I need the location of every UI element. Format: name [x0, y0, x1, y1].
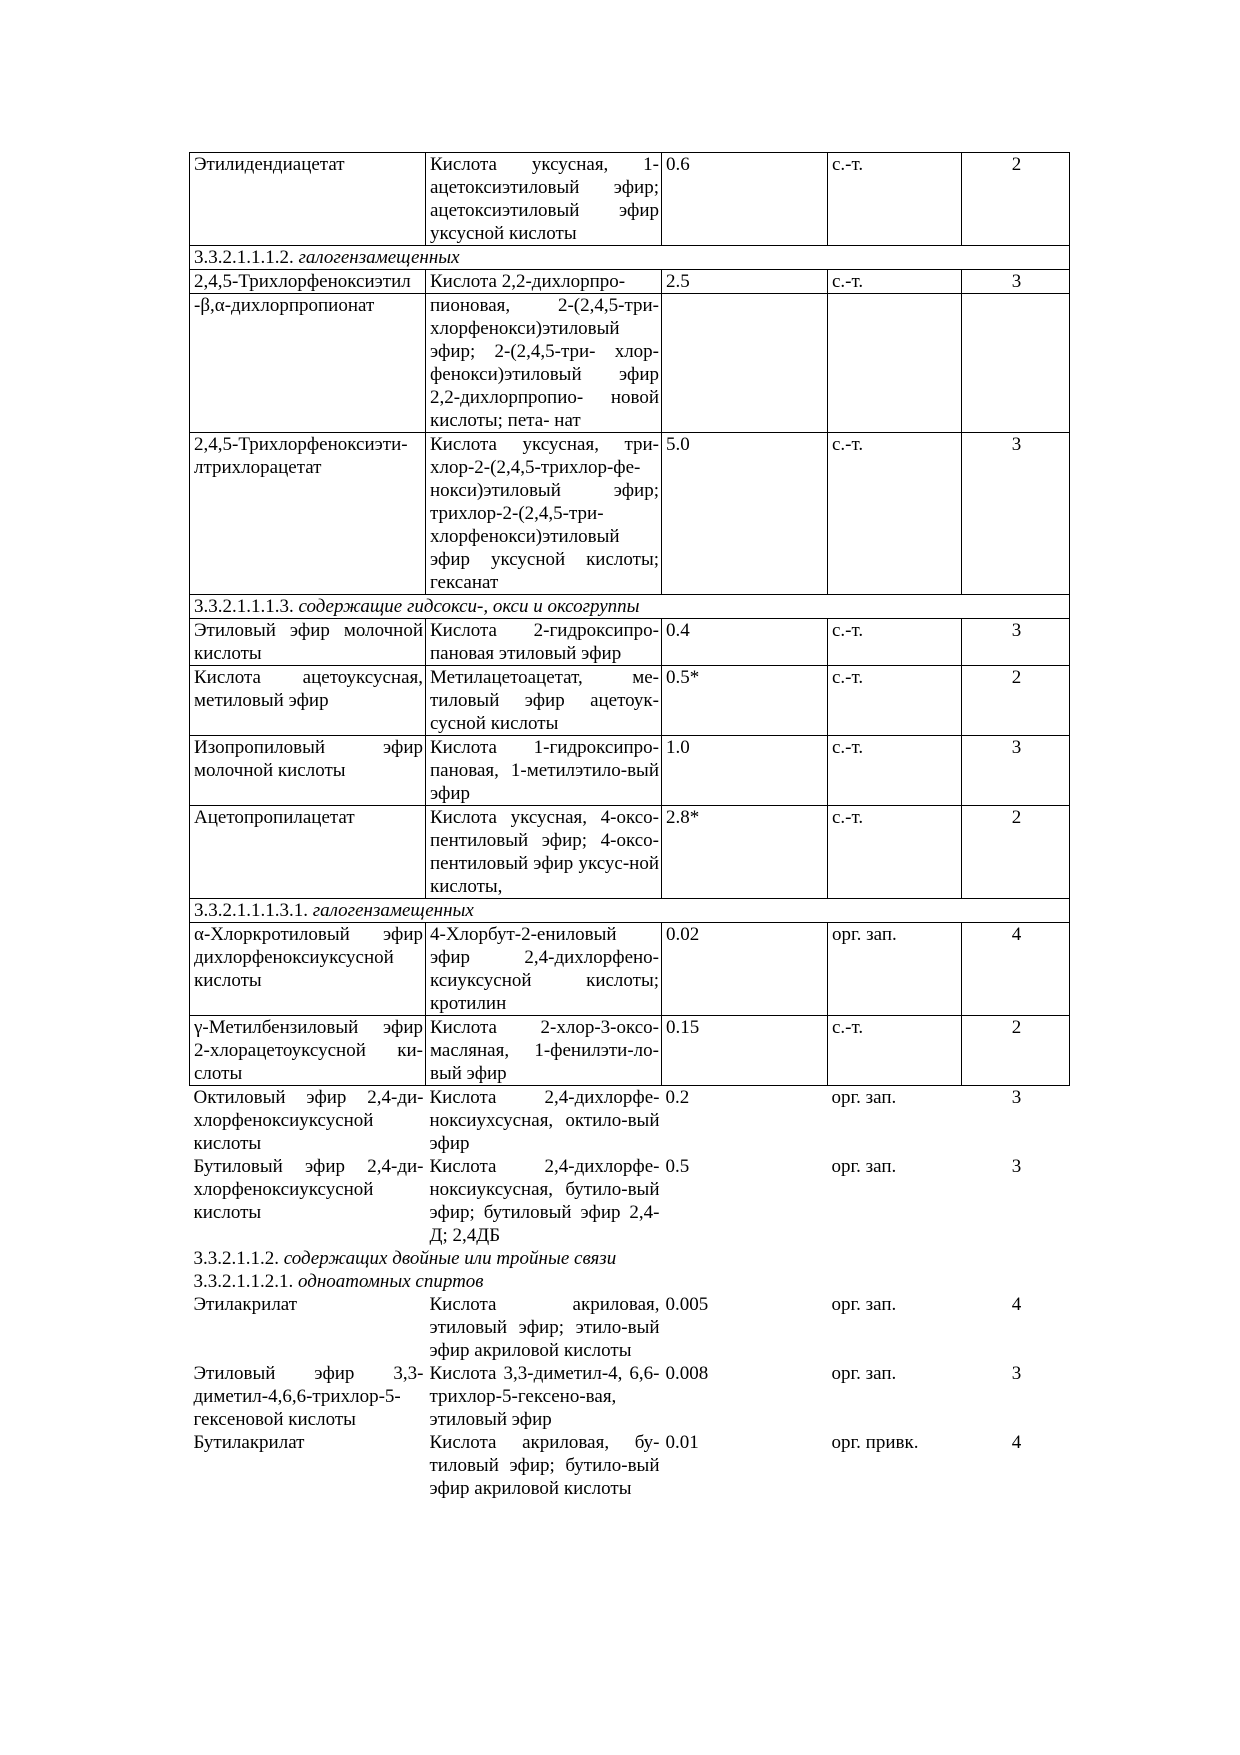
substances-table [189, 152, 1070, 1500]
hazard-class-cell: 2 [962, 153, 1070, 246]
hazard-sign-cell: с.-т. [828, 736, 962, 806]
substance-name-cell: Кислота ацетоуксусная, метиловый эфир [190, 666, 426, 736]
section-heading-row [190, 1270, 1070, 1293]
table-row [190, 619, 1070, 666]
table-row [190, 153, 1070, 246]
synonyms-cell: Кислота акриловая, этиловый эфир; этило-вый эфир акриловой кислоты [429, 1294, 660, 1361]
synonyms-cell: Кислота уксусная, три-хлор-2-(2,4,5-трихлор-фе-нокси)этиловый эфир; трихлор-2-(2,4,5-три-хлорфенокси)этиловый эфир уксусной кислоты; гексанат [426, 433, 662, 595]
substances-table-body [190, 153, 1070, 1501]
section-title: галогензамещенных [298, 247, 460, 268]
hazard-sign-cell: с.-т. [828, 806, 962, 899]
hazard-sign-cell: с.-т. [828, 153, 962, 246]
hazard-class-cell: 4 [1011, 1432, 1022, 1453]
section-number: 3.3.2.1.1.2.1. [193, 1271, 294, 1292]
section-heading-row [190, 899, 1070, 923]
hazard-sign-cell: орг. привк. [831, 1432, 919, 1453]
synonyms-cell: Кислота 2,2-дихлорпро- [426, 270, 662, 294]
hazard-class-cell: 2 [962, 666, 1070, 736]
hazard-class-cell: 3 [962, 736, 1070, 806]
section-heading-cell [190, 899, 1070, 923]
substance-name-cell: Изопропиловый эфир молочной кислоты [190, 736, 426, 806]
hazard-class-cell: 4 [962, 923, 1070, 1016]
substance-name-cell: 2,4,5-Трихлорфеноксиэти-лтрихлорацетат [190, 433, 426, 595]
hazard-sign-cell: с.-т. [828, 619, 962, 666]
section-title: одноатомных спиртов [298, 1271, 484, 1292]
synonyms-cell: Метилацетоацетат, ме-тиловый эфир ацетоук-сусной кислоты [426, 666, 662, 736]
hazard-class-cell: 3 [1011, 1156, 1022, 1177]
table-row [190, 270, 1070, 294]
hazard-class-cell: 3 [962, 433, 1070, 595]
section-title: содержащие гидсокси-, окси и оксогруппы [298, 596, 640, 617]
hazard-sign-cell: с.-т. [828, 666, 962, 736]
hazard-sign-cell: орг. зап. [831, 1294, 897, 1315]
synonyms-cell: Кислота акриловая, бу-тиловый эфир; бутило-вый эфир акриловой кислоты [429, 1432, 660, 1499]
value-cell: 2.8* [662, 806, 828, 899]
synonyms-cell: 4-Хлорбут-2-ениловый эфир 2,4-дихлорфено-ксиуксусной кислоты; кротилин [426, 923, 662, 1016]
section-number: 3.3.2.1.1.1.3. [194, 596, 294, 617]
synonyms-cell: Кислота 2,4-дихлорфе-ноксиуксусная, бутило-вый эфир; бутиловый эфир 2,4-Д; 2,4ДБ [429, 1156, 660, 1246]
substance-name-cell: γ-Метилбензиловый эфир 2-хлорацетоуксусной ки-слоты [190, 1016, 426, 1086]
hazard-class-cell: 3 [1011, 1363, 1022, 1384]
section-number: 3.3.2.1.1.1.2. [194, 247, 294, 268]
table-row [190, 433, 1070, 595]
section-title: галогензамещенных [312, 900, 474, 921]
hazard-sign-cell [828, 294, 962, 433]
synonyms-cell: Кислота уксусная, 1-ацетоксиэтиловый эфир; ацетоксиэтиловый эфир уксусной кислоты [426, 153, 662, 246]
value-cell: 0.6 [662, 153, 828, 246]
table-row [190, 666, 1070, 736]
section-heading-cell [190, 246, 1070, 270]
substance-name-cell: Этиловый эфир 3,3-диметил-4,6,6-трихлор-5-гексеновой кислоты [193, 1363, 424, 1430]
table-row [190, 294, 1070, 433]
hazard-sign-cell: орг. зап. [831, 1363, 897, 1384]
substance-name-cell: Ацетопропилацетат [190, 806, 426, 899]
section-heading-row [190, 246, 1070, 270]
table-row [190, 1155, 1070, 1247]
substance-name-cell: 2,4,5-Трихлорфеноксиэтил [190, 270, 426, 294]
synonyms-cell: Кислота 2-гидроксипро-пановая этиловый эфир [426, 619, 662, 666]
value-cell: 0.005 [665, 1294, 709, 1315]
section-heading-cell [190, 1247, 1070, 1270]
value-cell: 0.02 [662, 923, 828, 1016]
hazard-class-cell: 3 [962, 270, 1070, 294]
value-cell [662, 294, 828, 433]
section-heading-cell [190, 1270, 1070, 1293]
section-number: 3.3.2.1.1.2. [193, 1248, 279, 1269]
section-heading-row [190, 595, 1070, 619]
substance-name-cell: Бутилакрилат [193, 1432, 305, 1453]
synonyms-cell: пионовая, 2-(2,4,5-три-хлорфенокси)этиловый эфир; 2-(2,4,5-три- хлор-фенокси)этиловый эфир 2,2-дихлорпропио- новой кислоты; пета- нат [426, 294, 662, 433]
value-cell: 0.01 [665, 1432, 699, 1453]
substance-name-cell: -β,α-дихлорпропионат [190, 294, 426, 433]
hazard-sign-cell: с.-т. [828, 1016, 962, 1086]
substance-name-cell: Этилакрилат [193, 1294, 298, 1315]
hazard-sign-cell: с.-т. [828, 433, 962, 595]
value-cell: 2.5 [662, 270, 828, 294]
hazard-sign-cell: орг. зап. [831, 1156, 897, 1177]
value-cell: 0.008 [665, 1363, 709, 1384]
section-heading-cell [190, 595, 1070, 619]
hazard-class-cell: 3 [1011, 1087, 1022, 1108]
document-page [189, 152, 1069, 1500]
table-row [190, 1086, 1070, 1156]
substance-name-cell: Этилидендиацетат [190, 153, 426, 246]
hazard-class-cell: 2 [962, 1016, 1070, 1086]
table-row [190, 1293, 1070, 1362]
table-row [190, 1362, 1070, 1431]
value-cell: 5.0 [662, 433, 828, 595]
synonyms-cell: Кислота 2,4-дихлорфе-ноксиухсусная, октило-вый эфир [429, 1087, 660, 1154]
synonyms-cell: Кислота 2-хлор-3-оксо-масляная, 1-фенилэти-ло-вый эфир [426, 1016, 662, 1086]
value-cell: 0.2 [665, 1087, 690, 1108]
hazard-sign-cell: орг. зап. [828, 923, 962, 1016]
section-number: 3.3.2.1.1.1.3.1. [194, 900, 308, 921]
hazard-sign-cell: с.-т. [828, 270, 962, 294]
hazard-class-cell: 3 [962, 619, 1070, 666]
value-cell: 0.15 [662, 1016, 828, 1086]
section-heading-row [190, 1247, 1070, 1270]
substance-name-cell: Бутиловый эфир 2,4-ди-хлорфеноксиуксусной кислоты [193, 1156, 424, 1223]
table-row [190, 923, 1070, 1016]
substance-name-cell: Октиловый эфир 2,4-ди-хлорфеноксиуксусной кислоты [193, 1087, 424, 1154]
value-cell: 0.4 [662, 619, 828, 666]
value-cell: 0.5 [665, 1156, 690, 1177]
hazard-sign-cell: орг. зап. [831, 1087, 897, 1108]
value-cell: 1.0 [662, 736, 828, 806]
hazard-class-cell [962, 294, 1070, 433]
synonyms-cell: Кислота 3,3-диметил-4, 6,6-трихлор-5-гексено-вая, этиловый эфир [429, 1363, 660, 1430]
hazard-class-cell: 2 [962, 806, 1070, 899]
substance-name-cell: α-Хлоркротиловый эфир дихлорфеноксиуксусной кислоты [190, 923, 426, 1016]
synonyms-cell: Кислота уксусная, 4-оксо-пентиловый эфир; 4-оксо-пентиловый эфир уксус-ной кислоты, [426, 806, 662, 899]
table-row [190, 806, 1070, 899]
table-row [190, 1016, 1070, 1086]
section-title: содержащих двойные или тройные связи [283, 1248, 617, 1269]
hazard-class-cell: 4 [1011, 1294, 1022, 1315]
synonyms-cell: Кислота 1-гидроксипро-пановая, 1-метилэтило-вый эфир [426, 736, 662, 806]
value-cell: 0.5* [662, 666, 828, 736]
table-row [190, 1431, 1070, 1500]
substance-name-cell: Этиловый эфир молочной кислоты [190, 619, 426, 666]
table-row [190, 736, 1070, 806]
